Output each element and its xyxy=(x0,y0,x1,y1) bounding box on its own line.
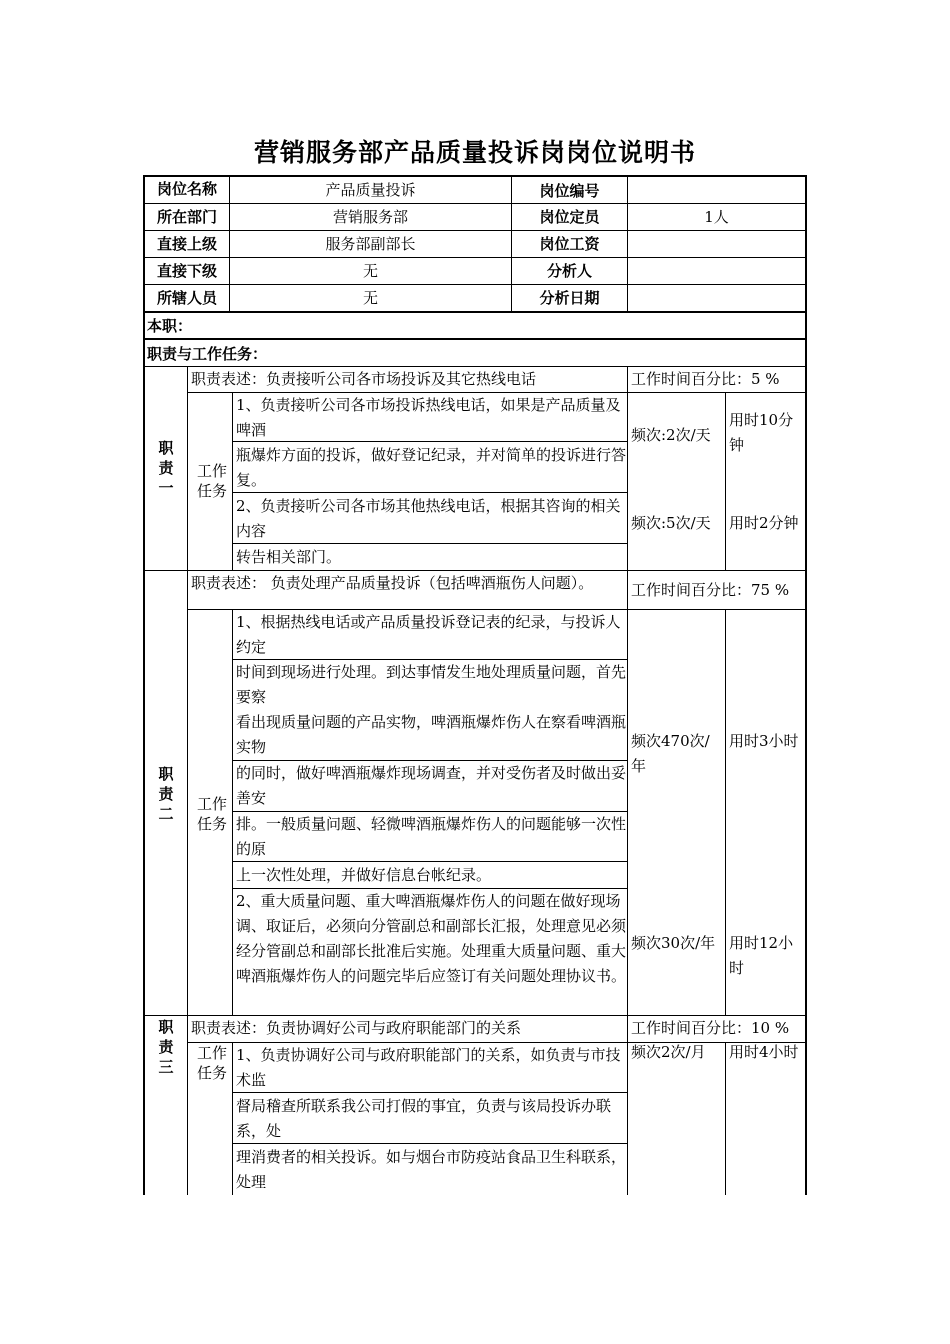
duty2-task-1: 1、根据热线电话或产品质量投诉登记表的纪录，与投诉人约定 xyxy=(236,613,621,656)
duty1-task-label: 工作任务 xyxy=(196,462,227,500)
duty2-frequency-1: 频次470次/年 xyxy=(631,732,710,775)
duty3-task-label: 工作任务 xyxy=(196,1044,227,1082)
duty1-time-percent: 工作时间百分比：5 % xyxy=(631,370,780,388)
duty2-task-4: 的同时，做好啤酒瓶爆炸现场调查，并对受伤者及时做出妥善安 xyxy=(236,764,627,807)
subordinate-label: 直接下级 xyxy=(156,262,217,280)
headcount-label: 岗位定员 xyxy=(539,208,600,226)
duty1-description: 职责表述：负责接听公司各市场投诉及其它热线电话 xyxy=(191,370,537,388)
duty2-duration-1: 用时3小时 xyxy=(729,732,799,750)
headcount-value: 1人 xyxy=(704,208,729,226)
duty2-task-3: 看出现质量问题的产品实物，啤酒瓶爆炸伤人在察看啤酒瓶实物 xyxy=(236,713,627,756)
analysis-date-label: 分析日期 xyxy=(539,289,600,307)
duty2-task-2: 时间到现场进行处理。到达事情发生地处理质量问题，首先要察 xyxy=(236,663,627,706)
duty2-task-label: 工作任务 xyxy=(196,795,227,833)
position-no-label: 岗位编号 xyxy=(539,182,600,200)
duty2-time-percent: 工作时间百分比：75 % xyxy=(631,581,790,599)
duty2-description: 职责表述： 负责处理产品质量投诉（包括啤酒瓶伤人问题）。 xyxy=(191,574,594,592)
analyst-label: 分析人 xyxy=(546,262,592,280)
duty1-task-4: 转告相关部门。 xyxy=(236,548,342,566)
duty2-frequency-2: 频次30次/年 xyxy=(631,934,716,952)
salary-label: 岗位工资 xyxy=(539,235,600,253)
duty3-frequency-1: 频次2次/月 xyxy=(631,1043,706,1061)
duty1-duration-1: 用时10分钟 xyxy=(729,411,794,454)
duty3-time-percent: 工作时间百分比：10 % xyxy=(631,1019,790,1037)
duty1-task-1: 1、负责接听公司各市场投诉热线电话，如果是产品质量及啤酒 xyxy=(236,396,621,439)
duty1-task-3: 2、负责接听公司各市场其他热线电话，根据其咨询的相关内容 xyxy=(236,497,621,540)
duty1-task-2: 瓶爆炸方面的投诉，做好登记纪录，并对简单的投诉进行答复。 xyxy=(236,446,627,489)
department-value: 营销服务部 xyxy=(332,208,408,226)
duty2-label: 职责二 xyxy=(158,765,174,823)
staff-label: 所辖人员 xyxy=(156,289,217,307)
duty2-task-5: 排。一般质量问题、轻微啤酒瓶爆炸伤人的问题能够一次性的原 xyxy=(236,815,627,858)
position-name-label: 岗位名称 xyxy=(156,180,217,198)
duty1-label: 职责一 xyxy=(158,439,174,497)
duty3-description: 职责表述：负责协调好公司与政府职能部门的关系 xyxy=(191,1019,522,1037)
staff-value: 无 xyxy=(362,289,378,307)
duty1-duration-2: 用时2分钟 xyxy=(729,514,799,532)
duty3-duration-1: 用时4小时 xyxy=(729,1043,799,1061)
duty2-task-6: 上一次性处理，并做好信息台帐纪录。 xyxy=(236,866,492,884)
duty3-label: 职责三 xyxy=(158,1018,174,1076)
duty3-task-3: 理消费者的相关投诉。如与烟台市防疫站食品卫生科联系，处理 xyxy=(236,1148,627,1191)
duty2-task-7: 2、重大质量问题、重大啤酒瓶爆炸伤人的问题在做好现场调、取证后，必须向分管副总和副部长汇报，处理意见必须经分管副总和副部长批准后实施。处理重大质量问题、重大啤酒瓶爆炸伤人的问题完毕后应签订有关问题处理协议书。 xyxy=(236,892,627,985)
position-name-value: 产品质量投诉 xyxy=(325,181,416,199)
duty1-frequency-1: 频次:2次/天 xyxy=(631,426,711,444)
duty3-task-1: 1、负责协调好公司与政府职能部门的关系，如负责与市技术监 xyxy=(236,1046,621,1089)
superior-label: 直接上级 xyxy=(156,235,217,253)
superior-value: 服务部副部长 xyxy=(325,235,416,253)
role-label: 本职： xyxy=(147,317,193,335)
duties-label: 职责与工作任务： xyxy=(147,345,268,363)
duty2-duration-2: 用时12小时 xyxy=(729,934,794,977)
subordinate-value: 无 xyxy=(362,262,378,280)
duty1-frequency-2: 频次:5次/天 xyxy=(631,514,711,532)
document-title: 营销服务部产品质量投诉岗岗位说明书 xyxy=(253,138,696,167)
department-label: 所在部门 xyxy=(156,208,217,226)
duty3-task-2: 督局稽查所联系我公司打假的事宜，负责与该局投诉办联系，处 xyxy=(236,1097,612,1140)
